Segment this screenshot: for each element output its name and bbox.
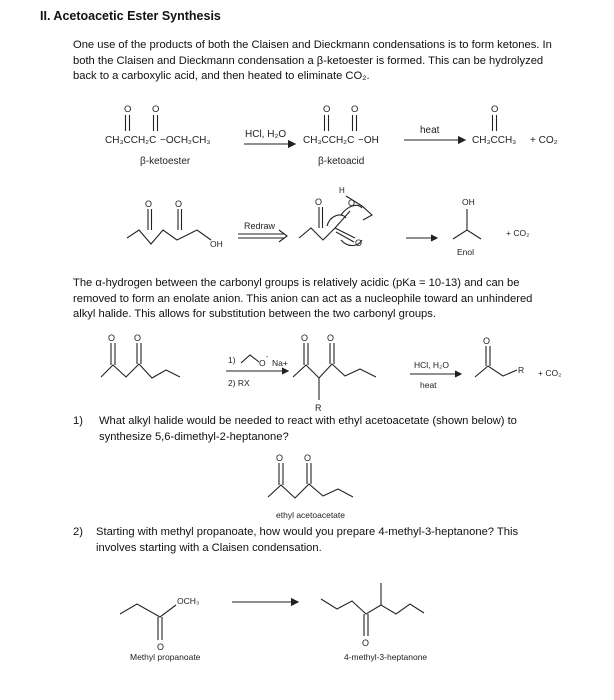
ketoester-label: β-ketoester	[140, 156, 191, 167]
beta-ketoacid-structure	[303, 104, 379, 146]
intro-line-2: both the Claisen and Dieckmann condensation a β-ketoester is formed. This can be hydrolyzed	[73, 54, 544, 67]
acetone-formula: CH₃CCH₃	[472, 135, 517, 146]
heat-label-2: heat	[420, 380, 437, 390]
och3-label: OCH₃	[177, 596, 200, 606]
intro-line-3: back to a carboxylic acid, and then heated to eliminate CO₂.	[73, 70, 370, 83]
co2-product-3: + CO₂	[538, 368, 562, 378]
ketoacid-oxygen-2: O	[351, 104, 359, 115]
cyclic-transition-structure	[299, 186, 372, 248]
question-1-line-2: synthesize 5,6-dimethyl-2-heptanone?	[99, 430, 289, 443]
ketoester-formula-b: −OCH₂CH₃	[160, 135, 211, 146]
alkoxide-o: O	[259, 358, 266, 368]
section-heading: II. Acetoacetic Ester Synthesis	[40, 9, 221, 23]
question-2-line-2: involves starting with a Claisen condensation.	[96, 541, 322, 554]
transition-o-2: O	[348, 198, 356, 208]
ketoacid-formula-b: −OH	[358, 135, 379, 146]
question-2-line-1: Starting with methyl propanoate, how would you prepare 4-methyl-3-heptanone? This	[96, 526, 519, 538]
sodium-ion: Na+	[272, 358, 288, 368]
heat-label-1: heat	[420, 125, 440, 136]
question-2-text	[96, 525, 518, 556]
enolate-base-reagent	[228, 354, 288, 368]
ketoacid-label: β-ketoacid	[318, 156, 365, 167]
enol-oh: OH	[462, 197, 475, 207]
enol-structure	[453, 197, 529, 257]
question-2-number: 2)	[73, 526, 83, 538]
eaa-o-2: O	[134, 333, 142, 343]
alk-o-2: O	[327, 333, 335, 343]
beta-ketoester-structure	[105, 104, 210, 146]
eaa-o-1: O	[108, 333, 116, 343]
question-1-number: 1)	[73, 415, 83, 427]
transition-o-3: O	[355, 238, 363, 248]
acetone-structure	[472, 104, 558, 146]
ketoacid-skeletal	[127, 199, 223, 249]
alkoxide-minus: -	[266, 354, 269, 361]
ketoester-oxygen-2: O	[152, 104, 160, 115]
question-1-line-1: What alkyl halide would be needed to react with ethyl acetoacetate (shown below) to	[99, 415, 517, 427]
ketoacid-oxygen-1: O	[323, 104, 331, 115]
product-r-label: R	[518, 365, 525, 375]
redraw-label: Redraw	[244, 221, 276, 231]
step-1-label: 1)	[228, 355, 236, 365]
skeletal-o-1: O	[145, 199, 153, 209]
ketoester-formula-a: CH₃CCH₂C	[105, 135, 157, 146]
heptanone-o: O	[362, 638, 370, 648]
methyl-propanoate-label: Methyl propanoate	[130, 652, 201, 662]
co2-product-1: + CO₂	[530, 135, 558, 146]
heptanone-skeletal	[321, 583, 424, 648]
ethyl-acetoacetate-label: ethyl acetoacetate	[276, 510, 345, 520]
product-o: O	[483, 336, 491, 346]
alpha-line-1: The α-hydrogen between the carbonyl groups is relatively acidic (pKa = 10-13) and can be	[73, 277, 520, 289]
transition-o-1: O	[315, 197, 323, 207]
eaa2-o-1: O	[276, 453, 284, 463]
transition-h: H	[339, 186, 345, 195]
methyl-ketone-product	[475, 336, 561, 378]
eaa2-o-2: O	[304, 453, 312, 463]
ketoacid-formula-a: CH₃CCH₂C	[303, 135, 355, 146]
alkyl-r-label: R	[315, 403, 322, 413]
mp-o: O	[157, 642, 165, 652]
co2-product-2: + CO₂	[506, 228, 530, 238]
skeletal-oh: OH	[210, 239, 223, 249]
intro-line-1: One use of the products of both the Claisen and Dieckmann condensations is to form ketones. In	[73, 39, 552, 51]
methyl-propanoate-skeletal	[120, 596, 199, 652]
ketoester-oxygen-1: O	[124, 104, 132, 115]
alpha-line-2: removed to form an enolate anion. This anion can act as a nucleophile toward an unhindered	[73, 292, 533, 305]
hydrolysis-reagent: HCl, H₂O	[245, 129, 287, 140]
alk-o-1: O	[301, 333, 309, 343]
ethyl-acetoacetate-skeletal-2	[268, 453, 353, 498]
alpha-line-3: alkyl halide. This allows for substitution between the two carbonyl groups.	[73, 308, 436, 321]
hydrolysis-reagent-2: HCl, H₂O	[414, 360, 449, 370]
step-2-label: 2) RX	[228, 378, 250, 388]
alkylated-ester-skeletal	[293, 333, 376, 413]
question-1-text	[99, 414, 517, 445]
heptanone-label: 4-methyl-3-heptanone	[344, 652, 428, 662]
ethyl-acetoacetate-skeletal-1	[101, 333, 180, 378]
alpha-hydrogen-paragraph	[73, 276, 573, 323]
acetone-oxygen: O	[491, 104, 499, 115]
enol-label: Enol	[457, 247, 475, 257]
skeletal-o-2: O	[175, 199, 183, 209]
